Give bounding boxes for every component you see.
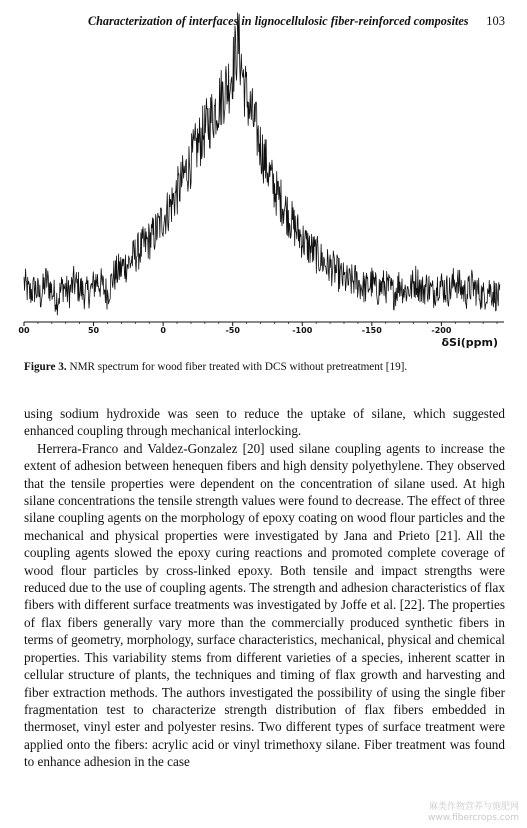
figure-caption <box>24 360 504 374</box>
watermark-line-1: 麻类作物营养与施肥网 <box>428 802 519 812</box>
x-tick-label-3: -50 <box>225 326 240 335</box>
x-tick-label-5: -150 <box>361 326 382 335</box>
x-tick-label-6: -200 <box>431 326 452 335</box>
watermark <box>409 802 519 824</box>
page-number: 103 <box>486 14 505 28</box>
caption-label: Figure 3. <box>24 361 67 373</box>
plot-area <box>18 13 504 349</box>
x-tick-label-2: 0 <box>160 326 166 335</box>
body-text <box>24 405 505 771</box>
x-axis-label: δSi(ppm) <box>441 336 498 349</box>
spectrum-line-0 <box>24 13 500 315</box>
watermark-line-2: www.fibercrops.com <box>428 813 519 823</box>
nmr-spectrum-chart <box>0 0 527 360</box>
running-title: Characterization of interfaces in lignocellulosic fiber-reinforced composites <box>88 14 469 28</box>
x-tick-label-1: 50 <box>87 326 100 335</box>
paragraph-2: Herrera-Franco and Valdez-Gonzalez [20] used silane coupling agents to increase the extent of adhesion between henequen fibers and high density polyethylene. They observed that the tensile properties were dependent on the concentration of silane used. At high silane concentrations the tensile strength values were found to decrease. The effect of three silane coupling agents on the morphology of epoxy coating on wood flour particles and the mechanical and physical properties were investigated by Jana and Prieto [21]. All the coupling agents slowed the epoxy curing reactions and promoted complete coverage of wood flour particles by cross-linked epoxy. Both tensile and impact strengths were reduced due to the use of coupling agents. The strength and adhesion characteristics of flax fibers with different surface treatments was investigated by Joffe et al. [22]. The properties of flax fibers generally vary more than the commercially produced synthetic fibers in terms of geometry, morphology, surface characteristics, mechanical, physical and chemical properties. This variability stems from different varieties of a species, inherent scatter in cellular structure of plants, the techniques and timing of flax growth and harvesting and fiber extraction methods. The authors investigated the possibility of using the single fiber fragmentation test to characterize strength distribution of flax fibers embedded in thermoset, vinyl ester and polyester resins. Two different types of surface treatment were applied onto the fibers: acrylic acid or vinyl trimethoxy silane. Fiber treatment was found to enhance adhesion in the case <box>24 440 505 770</box>
x-tick-label-4: -100 <box>292 326 313 335</box>
x-tick-label-0: 00 <box>18 326 30 335</box>
caption-text: NMR spectrum for wood fiber treated with DCS without pretreatment [19]. <box>66 361 408 373</box>
paragraph-1: using sodium hydroxide was seen to reduce the uptake of silane, which suggested enhanced coupling through mechanical interlocking. <box>24 406 505 439</box>
